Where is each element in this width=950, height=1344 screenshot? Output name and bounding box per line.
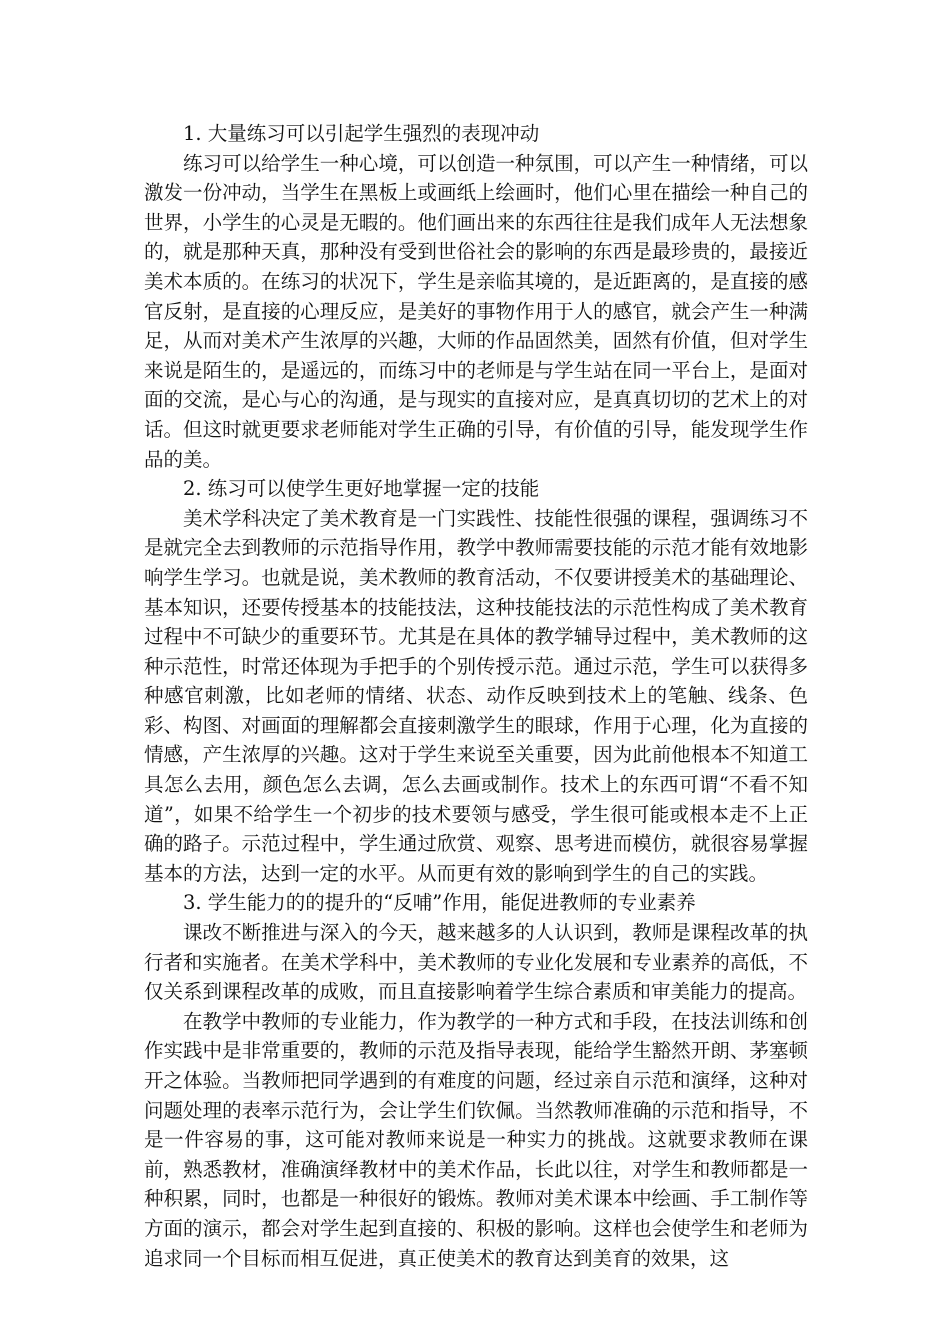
document-body	[144, 119, 808, 1273]
section-3-paragraph-1: 课改不断推进与深入的今天，越来越多的人认识到，教师是课程改革的执行者和实施者。在美术学科中，美术教师的专业化发展和专业素养的高低，不仅关系到课程改革的成败，而且直接影响着学生综合素质和审美能力的提高。	[144, 921, 808, 1004]
section-2-heading: 2. 练习可以使学生更好地掌握一定的技能	[183, 477, 540, 501]
section-3-heading: 3. 学生能力的的提升的“反哺”作用，能促进教师的专业素养	[183, 891, 696, 915]
section-2-paragraph: 美术学科决定了美术教育是一门实践性、技能性很强的课程，强调练习不是就完全去到教师的示范指导作用，教学中教师需要技能的示范才能有效地影响学生学习。也就是说，美术教师的教育活动，不仅要讲授美术的基础理论、基本知识，还要传授基本的技能技法，这种技能技法的示范性构成了美术教育过程中不可缺少的重要环节。尤其是在具体的教学辅导过程中，美术教师的这种示范性，时常还体现为手把手的个别传授示范。通过示范，学生可以获得多种感官刺激，比如老师的情绪、状态、动作反映到技术上的笔触、线条、色彩、构图、对画面的理解都会直接刺激学生的眼球，作用于心理，化为直接的情感，产生浓厚的兴趣。这对于学生来说至关重要，因为此前他根本不知道工具怎么去用，颜色怎么去调，怎么去画或制作。技术上的东西可谓“不看不知道”，如果不给学生一个初步的技术要领与感受，学生很可能或根本走不上正确的路子。示范过程中，学生通过欣赏、观察、思考进而模仿，就很容易掌握基本的方法，达到一定的水平。从而更有效的影响到学生的自己的实践。	[144, 506, 808, 885]
section-3-paragraph-2: 在教学中教师的专业能力，作为教学的一种方式和手段，在技法训练和创作实践中是非常重要的，教师的示范及指导表现，能给学生豁然开朗、茅塞顿开之体验。当教师把同学遇到的有难度的问题，经过亲自示范和演绎，这种对问题处理的表率示范行为，会让学生们钦佩。当然教师准确的示范和指导，不是一件容易的事，这可能对教师来说是一种实力的挑战。这就要求教师在课前，熟悉教材，准确演绎教材中的美术作品，长此以往，对学生和教师都是一种积累，同时，也都是一种很好的锻炼。教师对美术课本中绘画、手工制作等方面的演示，都会对学生起到直接的、积极的影响。这样也会使学生和老师为追求同一个目标而相互促进，真正使美术的教育达到美育的效果，这	[144, 1009, 808, 1270]
section-1-paragraph: 练习可以给学生一种心境，可以创造一种氛围，可以产生一种情绪，可以激发一份冲动，当学生在黑板上或画纸上绘画时，他们心里在描绘一种自己的世界，小学生的心灵是无暇的。他们画出来的东西往往是我们成年人无法想象的，就是那种天真，那种没有受到世俗社会的影响的东西是最珍贵的，最接近美术本质的。在练习的状况下，学生是亲临其境的，是近距离的，是直接的感官反射，是直接的心理反应，是美好的事物作用于人的感官，就会产生一种满足，从而对美术产生浓厚的兴趣，大师的作品固然美，固然有价值，但对学生来说是陌生的，是遥远的，而练习中的老师是与学生站在同一平台上，是面对面的交流，是心与心的沟通，是与现实的直接对应，是真真切切的艺术上的对话。但这时就更要求老师能对学生正确的引导，有价值的引导，能发现学生作品的美。	[144, 151, 808, 471]
section-1-heading: 1. 大量练习可以引起学生强烈的表现冲动	[183, 122, 540, 145]
